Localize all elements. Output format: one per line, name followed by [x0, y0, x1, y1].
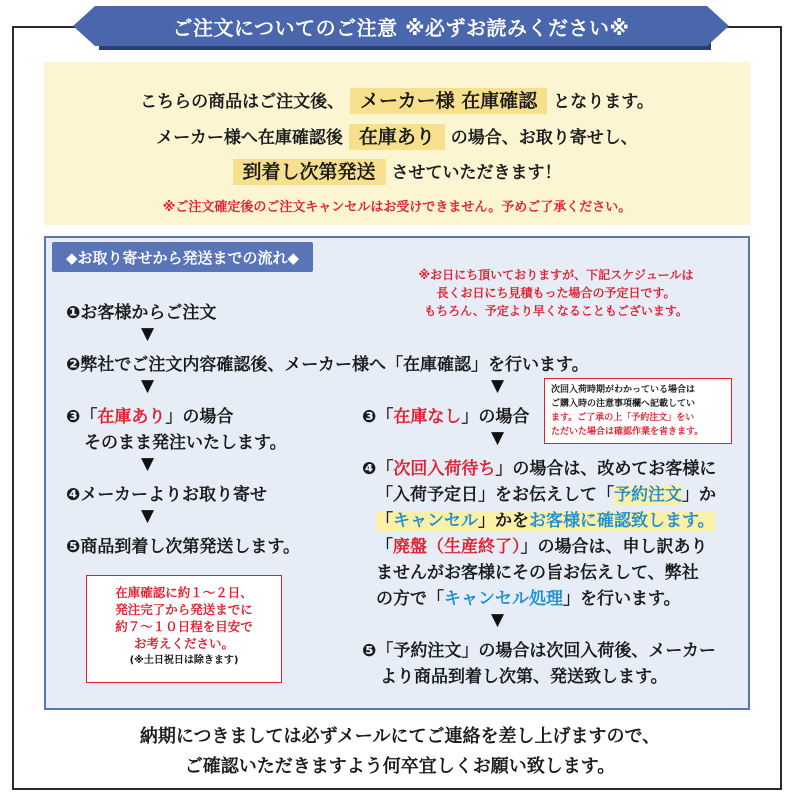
step-3-in-stock-detail: そのまま発注いたします。: [84, 433, 287, 453]
lead-time-box: 在庫確認に約１～２日、 発注完了から発送までに 約７～１０日程を目安で お考えください。 (※土日祝日は除きます): [86, 575, 282, 683]
step-2: ❷弊社でご注文内容確認後、メーカー様へ「在庫確認」を行います。: [66, 355, 589, 375]
preorder-note-box: 次回入荷時期がわかっている場合は ご購入時の注意事項欄へ記載してい ます。ご了承の上「予約注文」をい ただいた場合は確認作業を省きます。: [544, 378, 732, 444]
step-3-in-stock: ❸「在庫あり」の場合: [66, 407, 234, 427]
flow-header: ◆お取り寄せから発送までの流れ◆: [52, 242, 313, 272]
arrow-down-icon: ▼: [141, 454, 155, 474]
schedule-note: ※お日にち頂いておりますが、下記スケジュールは 長くお日にち見積もった場合の予定日です。 もちろん、予定より早くなることもございます。: [418, 268, 694, 318]
arrow-down-icon: ▼: [141, 506, 155, 526]
footer-line-1: 納期につきましては必ずメールにてご連絡を差し上げますので、: [139, 726, 661, 747]
step-3-out-of-stock: ❸「在庫なし」の場合: [362, 407, 530, 427]
flow-section: [44, 236, 750, 710]
highlight-ship-on-arrival: 到着し次第発送: [233, 159, 386, 185]
step-5-preorder-line-2: より商品到着し次第、発送致します。: [380, 667, 668, 687]
step-4-line-3: 「キャンセル」かをお客様に確認致します。: [376, 511, 715, 531]
arrow-down-icon: ▼: [141, 376, 155, 396]
notice-line-2: メーカー様へ在庫確認後 在庫あり の場合、お取り寄せし、: [156, 126, 638, 148]
step-4-line-5: ませんがお客様にその旨お伝えして、弊社: [376, 563, 699, 583]
step-4-line-2: 「入荷予定日」をお伝えして「予約注文」か: [376, 485, 716, 505]
arrow-down-icon: ▼: [491, 376, 505, 396]
cancel-warning: ※ご注文確定後のご注文キャンセルはお受けできません。予めご了承ください。: [162, 200, 632, 215]
step-5-ship: ❺商品到着し次第発送します。: [66, 537, 301, 557]
step-4-line-6: の方で「キャンセル処理」を行います。: [376, 589, 681, 609]
step-4-order-from-maker: ❹メーカーよりお取り寄せ: [66, 485, 268, 505]
arrow-down-icon: ▼: [491, 610, 505, 630]
notice-line-1: こちらの商品はご注文後、 メーカー様 在庫確認 となります。: [140, 90, 654, 112]
highlight-in-stock: 在庫あり: [349, 124, 445, 150]
order-notice-box: [44, 62, 750, 225]
highlight-maker-stock-check: メーカー様 在庫確認: [350, 88, 547, 114]
step-5-preorder: ❺「予約注文」の場合は次回入荷後、メーカー: [362, 641, 717, 661]
step-4-discontinued: 「廃盤（生産終了）」の場合は、申し訳あり: [376, 537, 708, 557]
arrow-down-icon: ▼: [491, 428, 505, 448]
title-banner: ご注文についてのご注意 ※必ずお読みください※: [95, 6, 707, 46]
step-1: ❶お客様からご注文: [66, 303, 217, 323]
footer-line-2: ご確認いただきますよう何卒宜しくお願い致します。: [184, 756, 616, 777]
step-4-next-arrival: ❹「次回入荷待ち」の場合は、改めてお客様に: [362, 459, 717, 479]
arrow-down-icon: ▼: [141, 324, 155, 344]
notice-line-3: 到着し次第発送 させていただきます！: [44, 157, 750, 184]
